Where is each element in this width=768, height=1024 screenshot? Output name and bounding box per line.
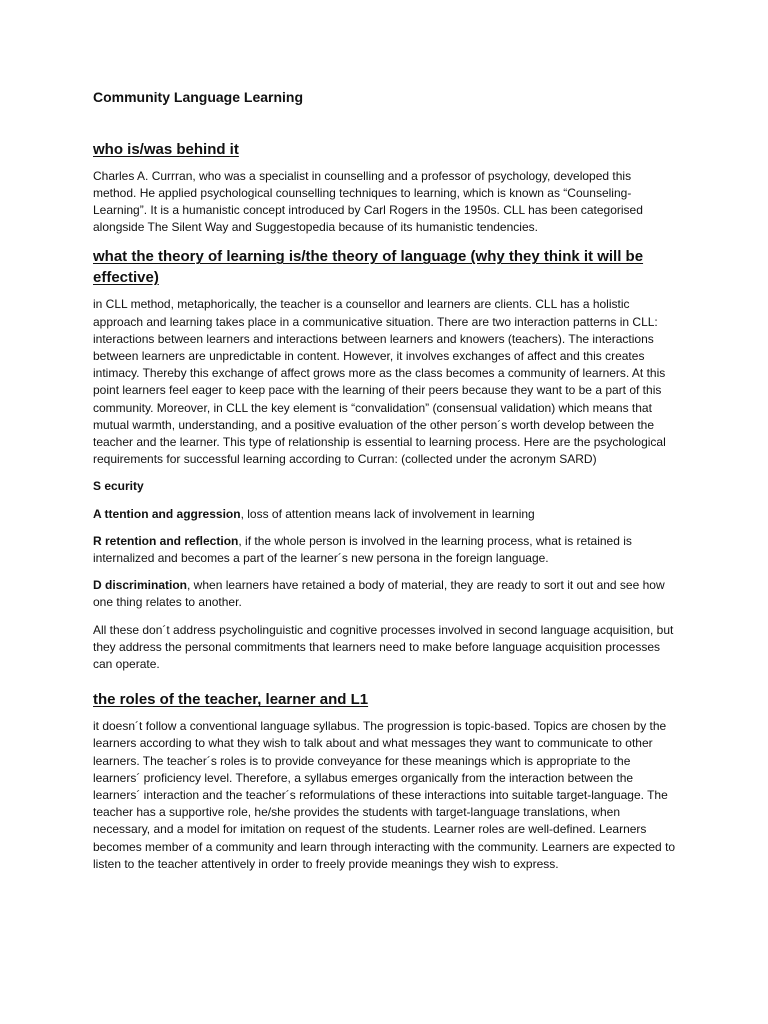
sard-rest-retention: , if the whole person is involved in the learning process, what is retained is internalized and becomes a part of the learner´s new persona in the foreign language. xyxy=(93,533,632,566)
sard-item-retention xyxy=(93,533,677,567)
document-title: Community Language Learning xyxy=(93,89,304,105)
sard-item-discrimination xyxy=(93,577,677,611)
section-heading-roles: the roles of the teacher, learner and L1 xyxy=(93,691,369,709)
sard-rest-attention: , loss of attention means lack of involvement in learning xyxy=(240,506,535,521)
sard-head-security: S ecurity xyxy=(93,479,144,494)
sard-rest-discrimination: , when learners have retained a body of material, they are ready to sort it out and see how one thing relates to another. xyxy=(93,578,665,610)
paragraph-closing: All these don´t address psycholinguistic and cognitive processes involved in second language acquisition, but they address the personal commitments that learners need to make before language acquisition processes can operate. xyxy=(93,622,674,672)
sard-item-security xyxy=(93,478,677,495)
sard-head-retention: R retention and reflection xyxy=(93,533,239,548)
sard-head-attention: A ttention and aggression xyxy=(93,506,241,521)
paragraph-roles: it doesn´t follow a conventional language syllabus. The progression is topic-based. Topics are chosen by the learners according to what they wish to talk about and what messages they want to communicate to other learners. The teacher´s roles is to provide conveyance for these meanings which is appropriate to the learners´ proficiency level. Therefore, a syllabus emerges organically from the interaction between the learners´ interaction and the teacher´s reformulations of these interactions into suitable target-language. The teacher has a supportive role, he/she provides the students with target-language translations, when necessary, and a model for imitation on request of the students. Learner roles are well-defined. Learners becomes member of a community and learn through interacting with the community. Learners are expected to listen to the teacher attentively in order to freely provide meanings they wish to express. xyxy=(93,719,676,871)
sard-item-attention xyxy=(93,506,677,523)
document-page xyxy=(93,88,677,881)
section-heading-theory: what the theory of learning is/the theory of language (why they think it will be effective) xyxy=(93,248,644,287)
section-heading-who: who is/was behind it xyxy=(93,140,239,158)
paragraph-theory: in CLL method, metaphorically, the teacher is a counsellor and learners are clients. CLL has a holistic approach and learning takes place in a communicative situation. There are two interaction patterns in CLL: interactions between learners and interactions between learners and knowers (teachers). The interactions between learners are unpredictable in content. However, it involves exchanges of affect and this creates intimacy. Thereby this exchange of affect grows more as the class becomes a community of learners. At this point learners feel eager to keep pace with the learning of their peers because they want to be a part of this community. Moreover, in CLL the key element is “convalidation” (consensual validation) which means that mutual warmth, understanding, and a positive evaluation of the other person´s worth develop between the teacher and the learner. This type of relationship is essential to learning process. Here are the psychological requirements for successful learning according to Curran: (collected under the acronym SARD) xyxy=(93,297,666,467)
sard-head-discrimination: D discrimination xyxy=(93,578,188,593)
paragraph-who: Charles A. Currran, who was a specialist in counselling and a professor of psychology, developed this method. He applied psychological counselling techniques to learning, which is known as “Counseling-Learning”. It is a humanistic concept introduced by Carl Rogers in the 1950s. CLL has been categorised alongside The Silent Way and Suggestopedia because of its humanistic tendencies. xyxy=(93,168,643,235)
